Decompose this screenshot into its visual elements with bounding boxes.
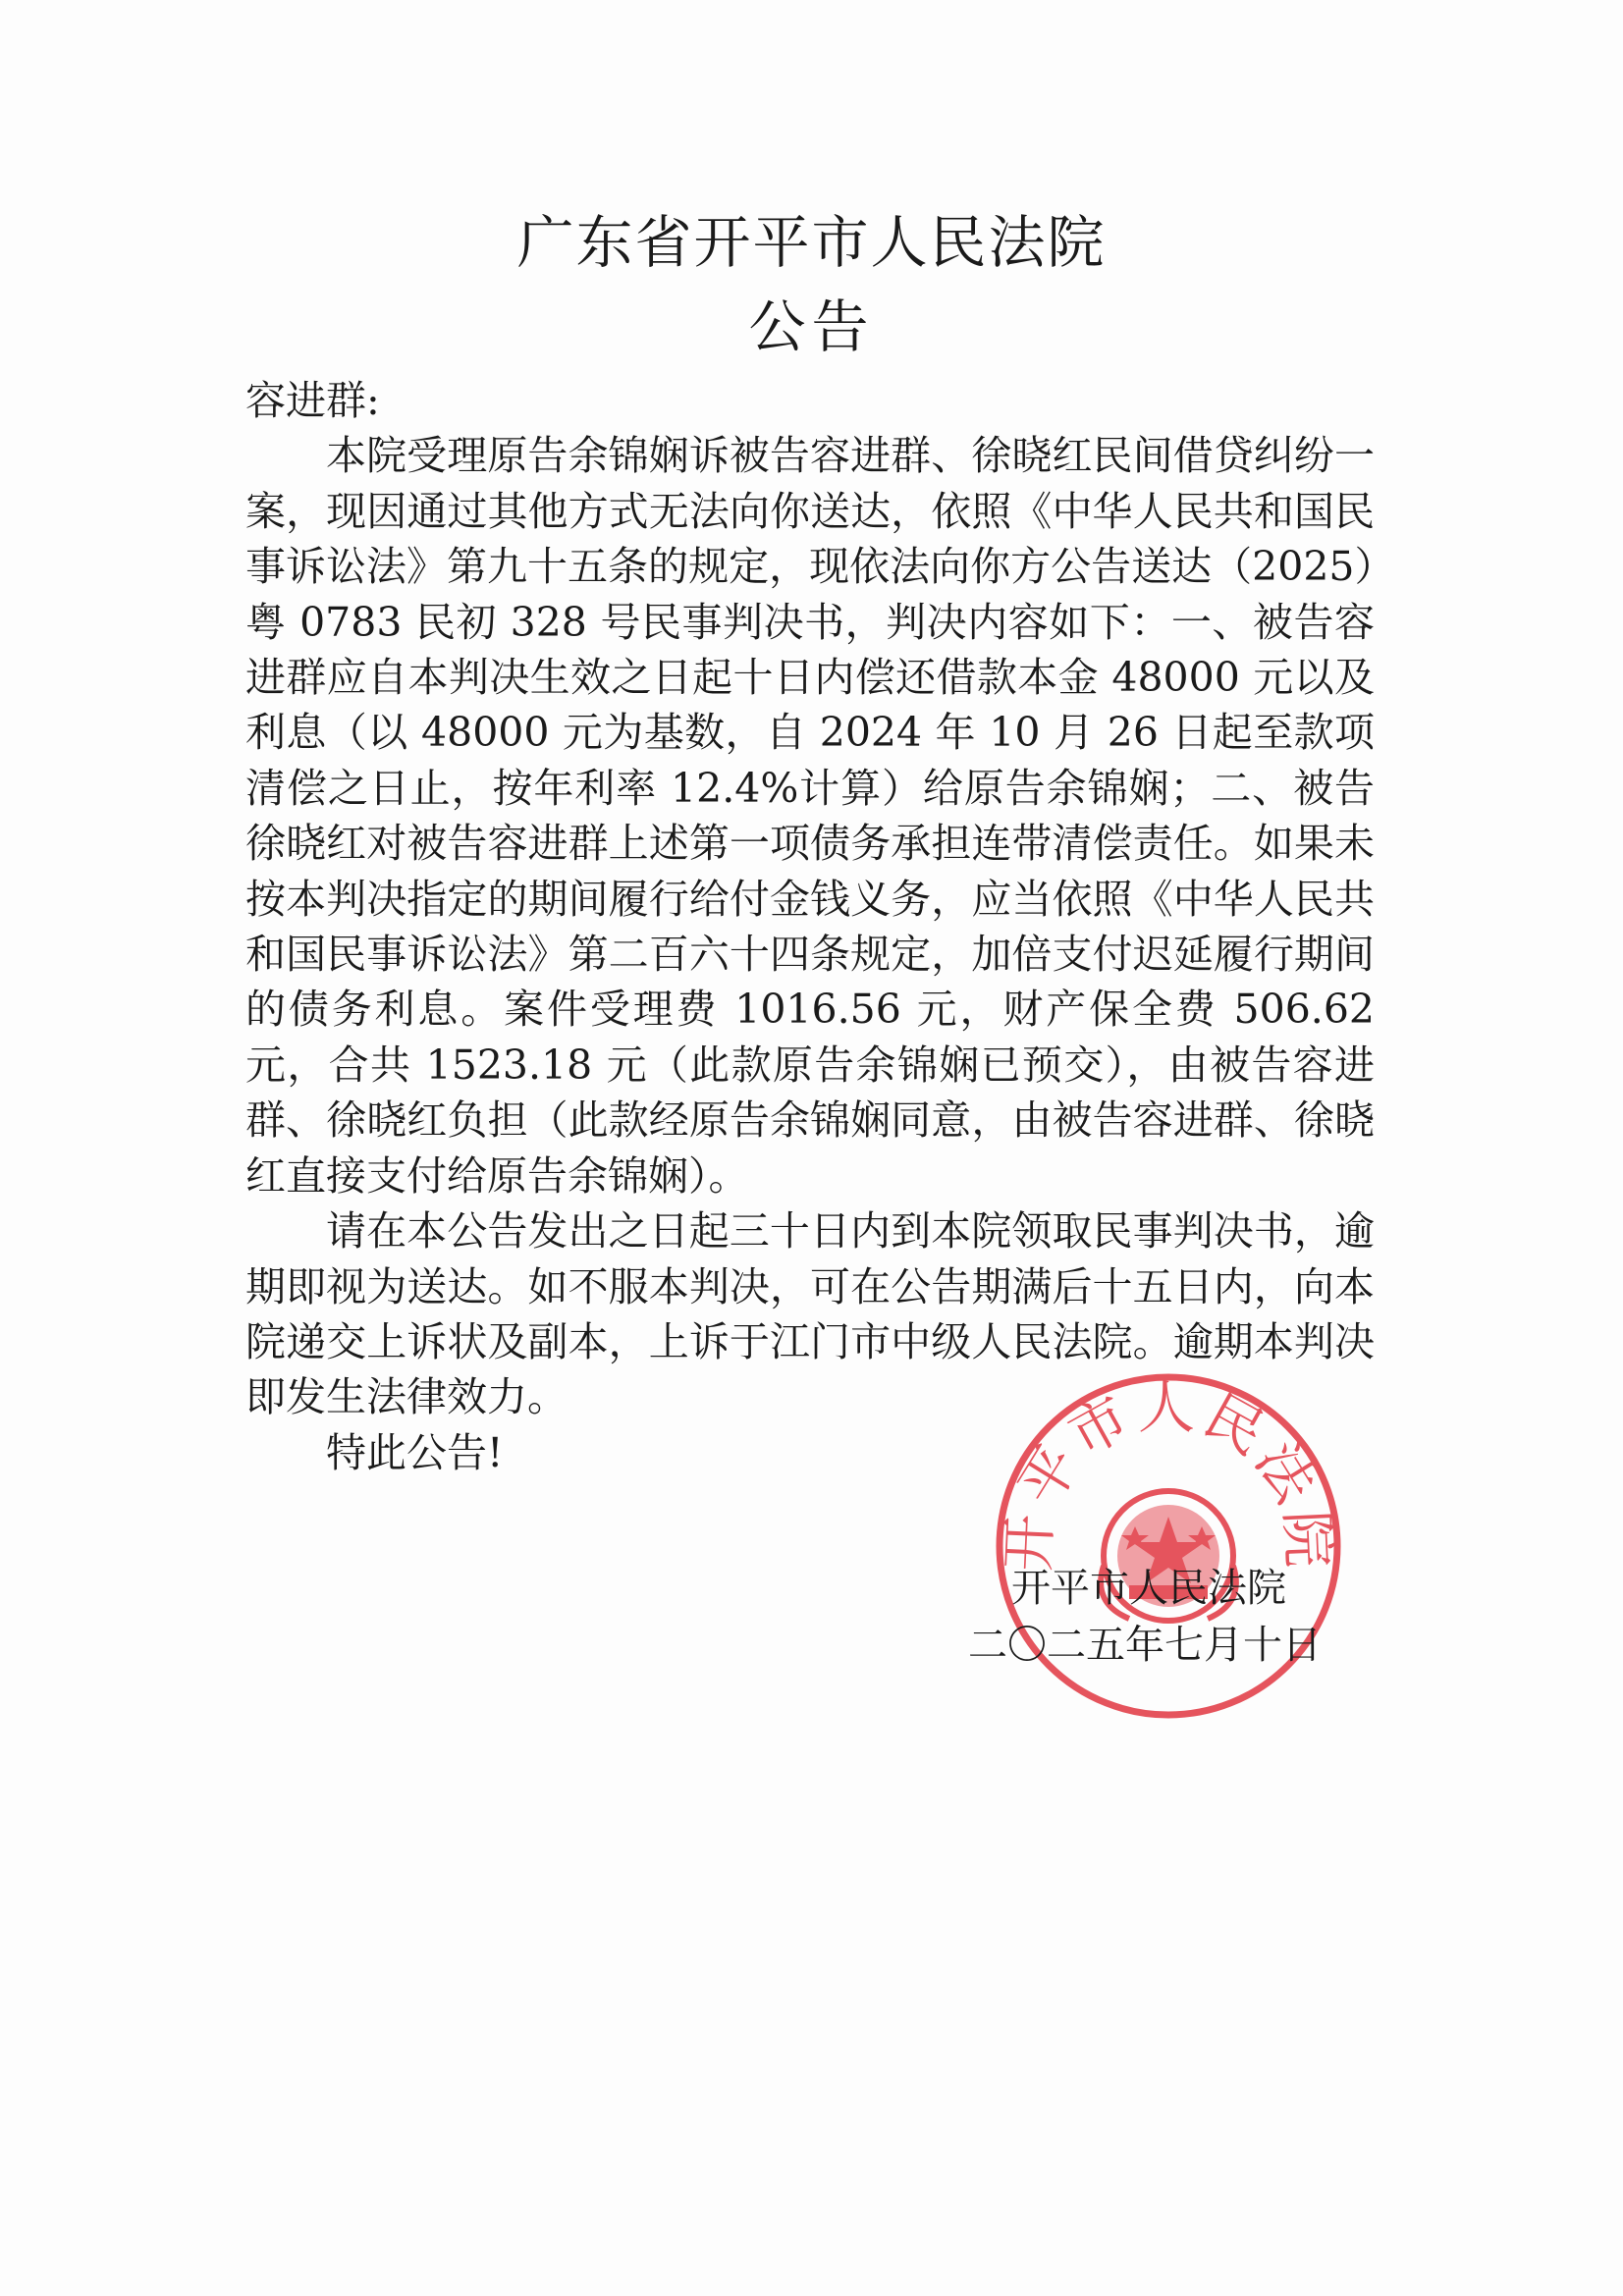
judgment-paragraph: 本院受理原告余锦娴诉被告容进群、徐晓红民间借贷纠纷一案，现因通过其他方式无法向你送达，依照《中华人民共和国民事诉讼法》第九十五条的规定，现依法向你方公告送达（2025）粤 0783 民初 328 号民事判决书，判决内容如下：一、被告容进群应自本判决生效之日起十日内偿还借款本金 48000 元以及利息（以 48000 元为基数，自 2024 年 10 月 26 日起至款项清偿之日止，按年利率 12.4%计算）给原告余锦娴；二、被告徐晓红对被告容进群上述第一项债务承担连带清偿责任。如果未按本判决指定的期间履行给付金钱义务，应当依照《中华人民共和国民事诉讼法》第二百六十四条规定，加倍支付迟延履行期间的债务利息。案件受理费 1016.56 元，财产保全费 506.62 元，合共 1523.18 元（此款原告余锦娴已预交），由被告容进群、徐晓红负担（此款经原告余锦娴同意，由被告容进群、徐晓红直接支付给原告余锦娴）。: [245, 432, 1375, 1200]
salutation: 容进群:: [245, 377, 380, 424]
signature-date: 二〇二五年七月十日: [968, 1623, 1322, 1668]
court-name-title: 广东省开平市人民法院: [516, 209, 1107, 276]
instruction-paragraph: 请在本公告发出之日起三十日内到本院领取民事判决书，逾期即视为送达。如不服本判决，可在公告期满后十五日内，向本院递交上诉状及副本，上诉于江门市中级人民法院。逾期本判决即发生法律效力。: [245, 1207, 1375, 1421]
notice-body: [245, 373, 1375, 1480]
seal-arc-text: 开平市人民法院: [994, 1374, 1343, 1574]
closing-line: 特此公告!: [326, 1428, 504, 1476]
signature-court: 开平市人民法院: [1011, 1566, 1286, 1611]
document-type-title: 公告: [748, 294, 875, 360]
